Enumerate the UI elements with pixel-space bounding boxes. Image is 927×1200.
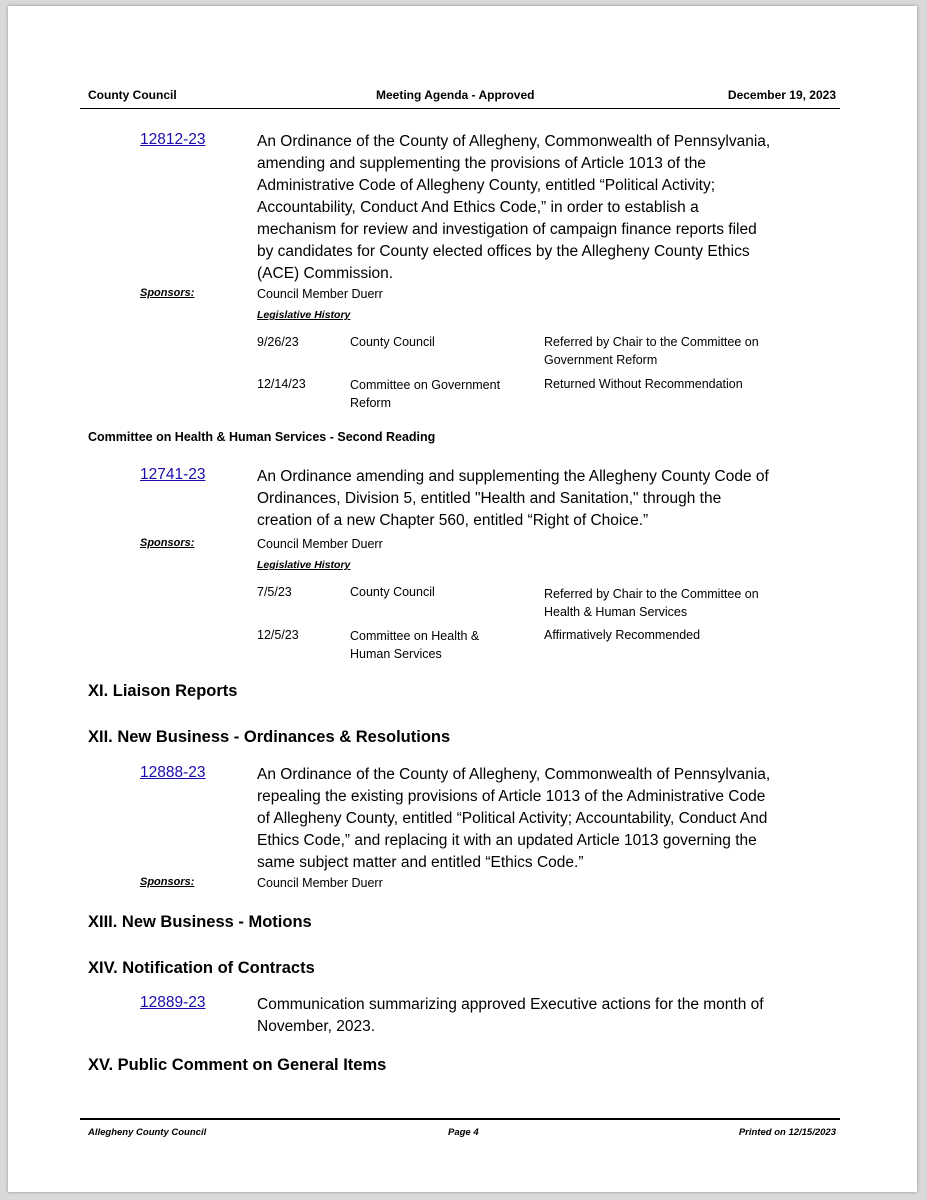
header-right: December 19, 2023	[727, 88, 836, 102]
sponsors-label: Sponsors:	[140, 287, 195, 299]
section-xi-heading: XI. Liaison Reports	[88, 682, 238, 700]
sponsors-label: Sponsors:	[140, 537, 195, 549]
section-xii-heading: XII. New Business - Ordinances & Resolutions	[88, 728, 451, 746]
item-title: An Ordinance amending and supplementing the Allegheny County Code of Ordinances, Division 5, entitled "Health and Sanitation," through the creation of a new Chapter 560, entitled “Right of Choice.”	[257, 468, 769, 529]
header-left: County Council	[88, 88, 177, 102]
legislative-history-label: Legislative History	[257, 309, 351, 321]
header-divider	[80, 108, 840, 109]
history-action: Referred by Chair to the Committee on Government Reform	[544, 335, 759, 367]
legislative-history-label: Legislative History	[257, 559, 351, 571]
file-link-12889-23[interactable]: 12889-23	[140, 994, 206, 1011]
history-action: Returned Without Recommendation	[544, 377, 743, 391]
header-center: Meeting Agenda - Approved	[376, 88, 535, 102]
subheading-health-second-reading: Committee on Health & Human Services - Second Reading	[88, 430, 436, 444]
section-xiv-heading: XIV. Notification of Contracts	[88, 959, 315, 977]
file-link-12812-23[interactable]: 12812-23	[140, 131, 206, 148]
file-link-12741-23[interactable]: 12741-23	[140, 466, 206, 483]
sponsors-value: Council Member Duerr	[257, 537, 383, 551]
footer-page-number: Page 4	[448, 1127, 479, 1138]
sponsors-value: Council Member Duerr	[257, 876, 383, 890]
section-xv-heading: XV. Public Comment on General Items	[88, 1056, 387, 1074]
history-body: County Council	[350, 335, 435, 349]
history-body: Committee on Government Reform	[350, 378, 501, 410]
history-date: 12/14/23	[257, 377, 306, 391]
item-title: Communication summarizing approved Executive actions for the month of November, 2023.	[257, 996, 764, 1035]
history-body: Committee on Health & Human Services	[350, 629, 480, 661]
footer-divider	[80, 1118, 840, 1120]
sponsors-label: Sponsors:	[140, 876, 195, 888]
footer-printed-date: Printed on 12/15/2023	[738, 1127, 836, 1138]
history-date: 9/26/23	[257, 335, 299, 349]
item-title: An Ordinance of the County of Allegheny, Commonwealth of Pennsylvania, repealing the existing provisions of Article 1013 of the Administrative Code of Allegheny County, entitled “Political Activity; Accountability, Conduct And Ethics Code,” and replacing it with an updated Article 1013 governing the same subject matter and entitled “Ethics Code.”	[257, 766, 771, 871]
history-action: Referred by Chair to the Committee on Health & Human Services	[544, 587, 759, 619]
item-title: An Ordinance of the County of Allegheny, Commonwealth of Pennsylvania, amending and supplementing the provisions of Article 1013 of the Administrative Code of Allegheny County, entitled “Political Activity; Accountability, Conduct And Ethics Code,” in order to establish a mechanism for review and investigation of campaign finance reports filed by candidates for County elected offices by the Allegheny County Ethics (ACE) Commission.	[257, 133, 771, 282]
section-xiii-heading: XIII. New Business - Motions	[88, 913, 312, 931]
history-date: 7/5/23	[257, 585, 292, 599]
file-link-12888-23[interactable]: 12888-23	[140, 764, 206, 781]
history-date: 12/5/23	[257, 628, 299, 642]
history-body: County Council	[350, 585, 435, 599]
sponsors-value: Council Member Duerr	[257, 287, 383, 301]
footer-left: Allegheny County Council	[88, 1127, 207, 1138]
history-action: Affirmatively Recommended	[544, 628, 701, 642]
